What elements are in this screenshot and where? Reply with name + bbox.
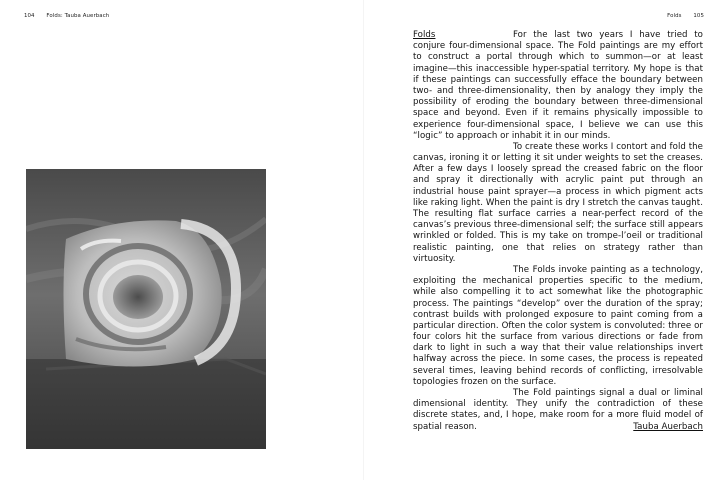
left-running-head [24, 13, 109, 19]
page-number-left: 104 [24, 13, 35, 19]
essay-paragraph-2: To create these works I contort and fold the canvas, ironing it or letting it sit under weights to set the creases. After a few days I loosely spread the creased fabric on the floor and spray it directionally with acrylic paint put through an industrial house paint sprayer—a process in which pigment acts like raking light. When the paint is dry I stretch the canvas taught. The resulting flat surface carries a near-perfect record of the canvas’s previous three-dimensional self; the surface still appears wrinkled or folded. This is my take on trompe-l’oeil or traditional realistic painting, one that relies on strategy rather than virtuosity. [413, 141, 703, 264]
right-page [364, 0, 728, 480]
running-head-title-right: Folds [667, 13, 682, 19]
essay-paragraph-1 [413, 30, 703, 142]
essay-title: Folds [413, 30, 436, 40]
essay-body [413, 30, 703, 433]
right-running-head [667, 13, 704, 19]
essay-author: Tauba Auerbach [633, 421, 703, 432]
rolled-canvas-photo [26, 169, 266, 449]
running-head-title-left: Folds: Tauba Auerbach [46, 13, 110, 19]
essay-paragraph-3: The Folds invoke painting as a technology, exploiting the mechanical properties specific to the medium, while also compelling it to act somewhat like the photographic process. The paintings “develop” over the duration of the spray; contrast builds with prolonged exposure to paint coming from a particular direction. Often the color system is convoluted: three or four colors hit the surface from various directions or fade from dark to light in such a way that their value relationships invert halfway across the piece. In some cases, the process is repeated several times, leaving behind records of conflicting, irresolvable topologies frozen on the surface. [413, 264, 703, 387]
page-number-right: 105 [693, 13, 704, 19]
essay-paragraph-1-text: For the last two years I have tried to conjure four-dimensional space. The Fold paintings are my effort to construct a portal through which to summon—or at least imagine—this inaccessible hyper-spatial territory. My hope is that if these paintings can successfully efface the boundary between two- and three-dimensionality, then by analogy they imply the possibility of eroding the boundary between three-dimensional space and beyond. Even if it remains physically impossible to experience four-dimensional space, I believe we can use this “logic” to approach or inhabit it in our minds. [413, 30, 703, 141]
essay-paragraph-4 [413, 388, 703, 433]
essay-paragraph-4-text: The Fold paintings signal a dual or liminal dimensional identity. They unify the contradiction of these discrete states, and, I hope, make room for a more fluid model of spatial reason. [413, 388, 703, 432]
